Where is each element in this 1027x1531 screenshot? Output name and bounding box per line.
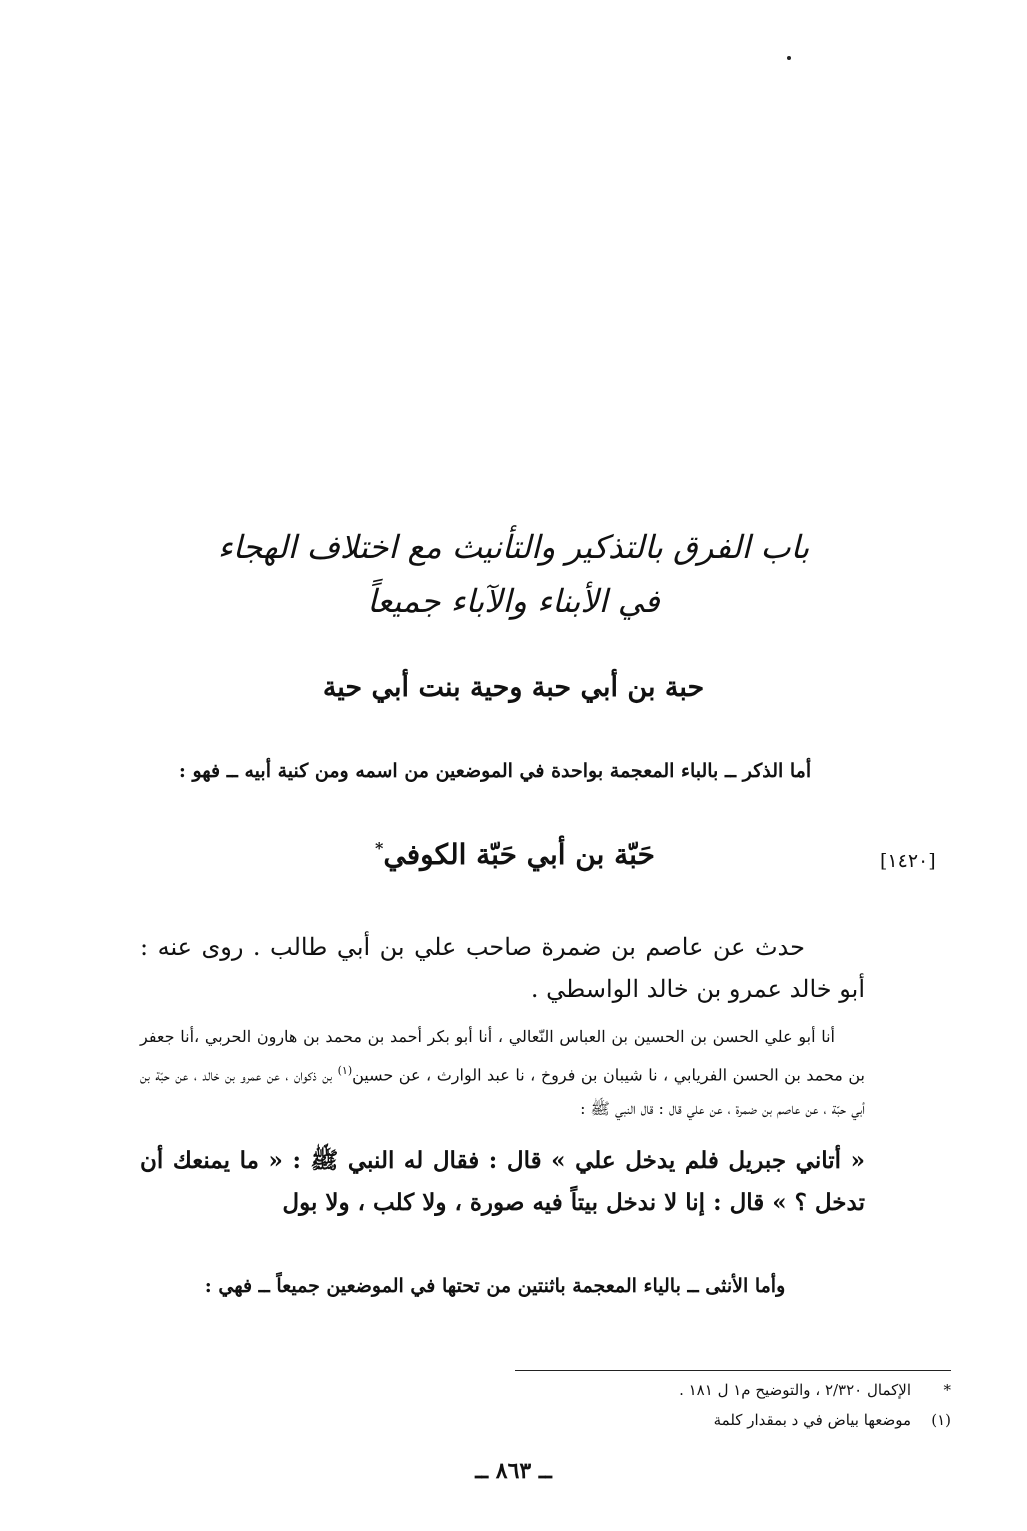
chapter-title-line-1: باب الفرق بالتذكير والتأنيث مع اختلاف الهجاء — [217, 528, 810, 566]
entry-name-text: حَبّة بن أبي حَبّة الكوفي — [383, 838, 655, 871]
section-intro-male: أما الذكر ــ بالباء المعجمة بواحدة في الموضعين من اسمه ومن كنية أبيه ــ فهو : — [178, 760, 812, 782]
footnote-mark: * — [943, 1381, 951, 1399]
footnote-item — [515, 1405, 951, 1435]
footnotes — [515, 1375, 951, 1435]
biography-paragraph — [140, 926, 865, 1010]
footnote-item — [515, 1375, 951, 1405]
footnote-text: الإكمال ٢/٣٢٠ ، والتوضيح م١ ل ١٨١ . — [679, 1381, 911, 1399]
isnad-paragraph — [140, 1020, 865, 1126]
chapter-title — [180, 520, 847, 628]
hadith-text — [140, 1140, 865, 1224]
page-number: ــ ٨٦٣ ــ — [475, 1458, 552, 1484]
entry-number: [١٤٢٠] — [880, 850, 936, 872]
footnote-text: موضعها بياض في د بمقدار كلمة — [713, 1411, 911, 1429]
main-heading: حبة بن أبي حبة وحية بنت أبي حية — [322, 672, 705, 703]
ink-speck — [787, 56, 791, 60]
isnad-text-part-2: بن ذكوان ، عن عمرو بن خالد ، عن حبّة بن أبي حبّة ، عن عاصم بن ضمرة ، عن علي قال : قال النبي ﷺ : — [140, 1065, 865, 1119]
footnote-mark: (١) — [931, 1411, 951, 1429]
hadith-body: « أتاني جبريل فلم يدخل علي » قال : فقال له النبي ﷺ : « ما يمنعك أن تدخل ؟ » قال : إنا لا ندخل بيتاً فيه صورة ، ولا كلب ، ولا بول — [140, 1147, 865, 1216]
biography-text: حدث عن عاصم بن ضمرة صاحب علي بن أبي طالب . روى عنه : أبو خالد عمرو بن خالد الواسطي . — [140, 933, 865, 1003]
chapter-title-line-2: في الأبناء والآباء جميعاً — [367, 582, 660, 620]
isnad-text-part-1: أنا أبو علي الحسن بن الحسين بن العباس النّعالي ، أنا أبو بكر أحمد بن محمد بن هارون الحربي ،أنا جعفر بن محمد بن الحسن الفريابي ، نا شيبان بن فروخ ، نا عبد الوارث ، عن حسين — [140, 1027, 866, 1085]
section-intro-female: وأما الأنثى ــ بالياء المعجمة باثنتين من تحتها في الموضعين جميعاً ــ فهي : — [204, 1275, 786, 1297]
footnote-divider — [515, 1370, 951, 1371]
isnad-footnote-ref: (١) — [337, 1064, 353, 1077]
entry-name-footnote-mark: * — [375, 838, 384, 858]
entry-name — [280, 838, 750, 871]
